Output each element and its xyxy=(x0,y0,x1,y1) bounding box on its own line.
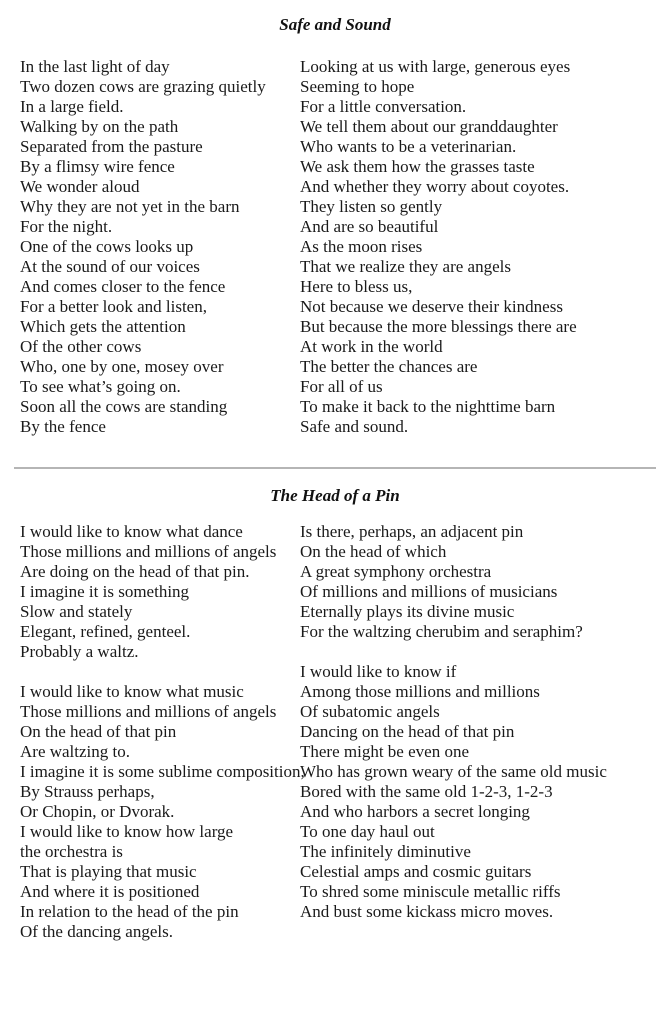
poem-line: Who has grown weary of the same old music xyxy=(300,762,607,781)
poem-line: We ask them how the grasses taste xyxy=(300,157,535,176)
poem-line: One of the cows looks up xyxy=(20,237,194,256)
poem-line: I imagine it is something xyxy=(20,582,190,601)
poem-line: In the last light of day xyxy=(20,57,170,76)
poem-line: On the head of that pin xyxy=(20,722,177,741)
poem-title-safe-and-sound: Safe and Sound xyxy=(279,15,391,34)
stanza-break xyxy=(20,662,300,682)
poem-head-of-a-pin xyxy=(0,486,670,942)
poem-line: By a flimsy wire fence xyxy=(20,157,175,176)
poem-line: Looking at us with large, generous eyes xyxy=(300,57,571,76)
poem-line: For all of us xyxy=(300,377,383,396)
poem-line: I would like to know if xyxy=(300,662,457,681)
poem-line: Of millions and millions of musicians xyxy=(300,582,558,601)
poem-line: But because the more blessings there are xyxy=(300,317,577,336)
poem-line: Who wants to be a veterinarian. xyxy=(300,137,517,156)
poem-line: Bored with the same old 1-2-3, 1-2-3 xyxy=(300,782,553,801)
poem-line: And comes closer to the fence xyxy=(20,277,226,296)
poem-columns xyxy=(0,522,670,942)
poem-line: For the waltzing cherubim and seraphim? xyxy=(300,622,583,641)
poem-line: And who harbors a secret longing xyxy=(300,802,530,821)
poem-line: A great symphony orchestra xyxy=(300,562,492,581)
poem-line: That is playing that music xyxy=(20,862,197,881)
poem-line: Walking by on the path xyxy=(20,117,179,136)
poem-line: Elegant, refined, genteel. xyxy=(20,622,191,641)
poem-line: At the sound of our voices xyxy=(20,257,200,276)
poem-line: Or Chopin, or Dvorak. xyxy=(20,802,175,821)
poem-line: For a better look and listen, xyxy=(20,297,207,316)
poem-line: Who, one by one, mosey over xyxy=(20,357,224,376)
poem-line: By the fence xyxy=(20,417,106,436)
poem-line: They listen so gently xyxy=(300,197,443,216)
poem-line: On the head of which xyxy=(300,542,447,561)
poem-line: Those millions and millions of angels xyxy=(20,542,277,561)
poem-line: Eternally plays its divine music xyxy=(300,602,515,621)
poem-line: Slow and stately xyxy=(20,602,133,621)
poem-line: I would like to know how large xyxy=(20,822,234,841)
poem-line: Among those millions and millions xyxy=(300,682,540,701)
poem-line: Of the dancing angels. xyxy=(20,922,173,941)
poem-line: And are so beautiful xyxy=(300,217,439,236)
poem-line: Of the other cows xyxy=(20,337,142,356)
poem-line: We tell them about our granddaughter xyxy=(300,117,558,136)
poem-line: Separated from the pasture xyxy=(20,137,203,156)
poem-line: Are waltzing to. xyxy=(20,742,130,761)
poem-line: The better the chances are xyxy=(300,357,478,376)
poem-line: For a little conversation. xyxy=(300,97,467,116)
poem-column-right xyxy=(300,522,670,922)
poem-line: Those millions and millions of angels xyxy=(20,702,277,721)
poem-line: For the night. xyxy=(20,217,113,236)
poem-line: Is there, perhaps, an adjacent pin xyxy=(300,522,524,541)
poem-line: I would like to know what dance xyxy=(20,522,243,541)
poem-line: Seeming to hope xyxy=(300,77,415,96)
poem-line: In a large field. xyxy=(20,97,124,116)
poem-line: Safe and sound. xyxy=(300,417,409,436)
poem-line: To one day haul out xyxy=(300,822,435,841)
poem-safe-and-sound xyxy=(0,15,670,437)
poem-line: Dancing on the head of that pin xyxy=(300,722,515,741)
poem-column-left xyxy=(20,57,300,437)
poem-line: To see what’s going on. xyxy=(20,377,181,396)
poem-column-right xyxy=(300,57,670,437)
poem-line: I would like to know what music xyxy=(20,682,244,701)
poem-line: And bust some kickass micro moves. xyxy=(300,902,554,921)
poem-columns xyxy=(0,57,670,437)
poem-line: We wonder aloud xyxy=(20,177,140,196)
poem-line: Celestial amps and cosmic guitars xyxy=(300,862,532,881)
poem-line: By Strauss perhaps, xyxy=(20,782,155,801)
section-divider xyxy=(14,467,656,469)
poem-line: Of subatomic angels xyxy=(300,702,440,721)
poem-line: Soon all the cows are standing xyxy=(20,397,228,416)
stanza-break xyxy=(300,642,670,662)
poem-line: And where it is positioned xyxy=(20,882,200,901)
poem-line: To shred some miniscule metallic riffs xyxy=(300,882,561,901)
poem-title-head-of-a-pin: The Head of a Pin xyxy=(270,486,400,505)
poem-line: Probably a waltz. xyxy=(20,642,139,661)
poem-line: Here to bless us, xyxy=(300,277,413,296)
poem-line: Which gets the attention xyxy=(20,317,186,336)
poem-line: That we realize they are angels xyxy=(300,257,511,276)
poem-line: the orchestra is xyxy=(20,842,123,861)
poem-line: Are doing on the head of that pin. xyxy=(20,562,250,581)
poem-column-left xyxy=(20,522,305,942)
poem-line: Two dozen cows are grazing quietly xyxy=(20,77,266,96)
poem-line: In relation to the head of the pin xyxy=(20,902,239,921)
poem-line: At work in the world xyxy=(300,337,443,356)
poem-line: Not because we deserve their kindness xyxy=(300,297,563,316)
poem-line: The infinitely diminutive xyxy=(300,842,471,861)
poem-line: There might be even one xyxy=(300,742,469,761)
poem-line: As the moon rises xyxy=(300,237,423,256)
poem-line: To make it back to the nighttime barn xyxy=(300,397,556,416)
poem-line: And whether they worry about coyotes. xyxy=(300,177,570,196)
poem-line: Why they are not yet in the barn xyxy=(20,197,240,216)
poem-line: I imagine it is some sublime composition, xyxy=(20,762,305,781)
